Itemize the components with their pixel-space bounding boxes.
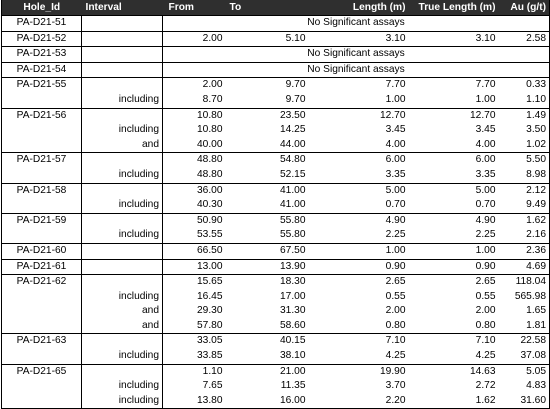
au-cell: 37.08 <box>520 350 546 362</box>
au-cell: 565.98 <box>514 290 546 302</box>
to-cell: 38.10 <box>280 350 306 362</box>
au-cell: 31.60 <box>520 394 546 406</box>
hole-id-cell <box>2 168 82 183</box>
true-length-cell: 4.90 <box>409 213 499 228</box>
table-row <box>2 62 550 78</box>
from-cell: 48.80 <box>197 168 223 180</box>
true-length-cell: 7.70 <box>409 78 499 93</box>
hole-id-cell <box>2 349 82 364</box>
true-length-cell: 6.00 <box>409 153 499 168</box>
hole-id-cell: PA-D21-54 <box>2 62 82 78</box>
table-row <box>2 394 550 409</box>
length-cell: 5.00 <box>309 183 409 198</box>
hole-id-cell: PA-D21-59 <box>2 213 82 228</box>
hole-id-cell <box>2 394 82 409</box>
table-row <box>2 364 550 379</box>
table-row <box>2 168 550 183</box>
interval-cell: including <box>82 93 163 108</box>
from-cell: 33.05 <box>163 334 226 349</box>
interval-cell <box>82 275 163 290</box>
table-row <box>2 47 550 63</box>
hole-id-cell <box>2 138 82 153</box>
to-cell: 14.25 <box>280 124 306 136</box>
from-cell: 16.45 <box>197 290 223 302</box>
table-row <box>2 16 550 32</box>
hole-id-cell <box>2 93 82 108</box>
table-row <box>2 319 550 334</box>
table-row <box>2 228 550 243</box>
table-row <box>2 334 550 349</box>
au-cell: 3.50 <box>526 124 546 136</box>
from-cell: 40.30 <box>197 199 223 211</box>
hole-id-cell: PA-D21-56 <box>2 108 82 123</box>
no-significant-assays-cell: No Significant assays <box>163 62 550 78</box>
hole-id-cell <box>2 304 82 319</box>
true-length-cell: 0.70 <box>475 199 496 211</box>
header-interval[interactable]: Interval <box>82 0 163 16</box>
to-cell: 52.15 <box>280 168 306 180</box>
to-cell: 55.80 <box>280 229 306 241</box>
to-cell: 23.50 <box>226 108 309 123</box>
true-length-cell: 3.35 <box>475 168 496 180</box>
interval-cell: including <box>82 228 163 243</box>
true-length-cell: 2.65 <box>409 275 499 290</box>
au-cell: 8.98 <box>526 168 546 180</box>
header-to[interactable]: To <box>226 0 309 16</box>
length-cell: 7.10 <box>309 334 409 349</box>
au-cell: 1.10 <box>526 93 546 105</box>
interval-cell: and <box>82 304 163 319</box>
to-cell: 9.70 <box>285 93 306 105</box>
table-row <box>2 275 550 290</box>
from-cell: 66.50 <box>163 243 226 259</box>
au-cell: 5.05 <box>499 364 550 379</box>
au-cell: 1.49 <box>499 108 550 123</box>
to-cell: 40.15 <box>226 334 309 349</box>
length-cell: 2.00 <box>385 305 406 317</box>
interval-cell <box>82 183 163 198</box>
interval-cell <box>82 62 163 78</box>
table-row <box>2 349 550 364</box>
hole-id-cell: PA-D21-55 <box>2 78 82 93</box>
true-length-cell: 12.70 <box>409 108 499 123</box>
hole-id-cell: PA-D21-60 <box>2 243 82 259</box>
assay-results-table <box>1 0 550 409</box>
true-length-cell: 3.10 <box>409 31 499 47</box>
table-row <box>2 108 550 123</box>
length-cell: 3.70 <box>385 380 406 392</box>
from-cell: 50.90 <box>163 213 226 228</box>
table-header <box>2 0 550 16</box>
hole-id-cell: PA-D21-51 <box>2 16 82 32</box>
interval-cell: including <box>82 394 163 409</box>
header-hole-id[interactable]: Hole_Id <box>2 0 82 16</box>
true-length-cell: 1.00 <box>475 93 496 105</box>
no-significant-assays-cell: No Significant assays <box>163 47 550 63</box>
interval-cell <box>82 31 163 47</box>
table-row <box>2 213 550 228</box>
from-cell: 10.80 <box>197 124 223 136</box>
au-cell: 2.12 <box>499 183 550 198</box>
from-cell: 53.55 <box>197 229 223 241</box>
interval-cell <box>82 243 163 259</box>
from-cell: 15.65 <box>163 275 226 290</box>
true-length-cell: 4.25 <box>475 350 496 362</box>
from-cell: 8.70 <box>202 93 223 105</box>
length-cell: 7.70 <box>309 78 409 93</box>
length-cell: 3.35 <box>385 168 406 180</box>
header-true-length[interactable]: True Length (m) <box>409 0 499 16</box>
table-row <box>2 259 550 275</box>
length-cell: 0.55 <box>385 290 406 302</box>
hole-id-cell <box>2 379 82 394</box>
length-cell: 2.20 <box>385 394 406 406</box>
table-row <box>2 379 550 394</box>
from-cell: 33.85 <box>197 350 223 362</box>
interval-cell: and <box>82 138 163 153</box>
true-length-cell: 1.00 <box>409 243 499 259</box>
length-cell: 19.90 <box>309 364 409 379</box>
table-row <box>2 183 550 198</box>
interval-cell <box>82 364 163 379</box>
true-length-cell: 14.63 <box>409 364 499 379</box>
interval-cell: including <box>82 290 163 305</box>
from-cell: 1.10 <box>163 364 226 379</box>
length-cell: 2.25 <box>385 229 406 241</box>
au-cell: 1.81 <box>526 319 546 331</box>
table-row <box>2 243 550 259</box>
from-cell: 48.80 <box>163 153 226 168</box>
table-row <box>2 304 550 319</box>
interval-cell <box>82 334 163 349</box>
to-cell: 17.00 <box>280 290 306 302</box>
table-row <box>2 290 550 305</box>
table-row <box>2 153 550 168</box>
true-length-cell: 5.00 <box>409 183 499 198</box>
from-cell: 13.00 <box>163 259 226 275</box>
true-length-cell: 7.10 <box>409 334 499 349</box>
hole-id-cell <box>2 319 82 334</box>
au-cell: 2.36 <box>499 243 550 259</box>
to-cell: 41.00 <box>226 183 309 198</box>
to-cell: 58.60 <box>280 319 306 331</box>
from-cell: 10.80 <box>163 108 226 123</box>
hole-id-cell: PA-D21-52 <box>2 31 82 47</box>
au-cell: 0.33 <box>499 78 550 93</box>
table-body <box>2 16 550 409</box>
from-cell: 36.00 <box>163 183 226 198</box>
to-cell: 67.50 <box>226 243 309 259</box>
interval-cell: including <box>82 349 163 364</box>
length-cell: 4.00 <box>385 138 406 150</box>
true-length-cell: 4.00 <box>475 138 496 150</box>
table-row <box>2 123 550 138</box>
to-cell: 18.30 <box>226 275 309 290</box>
interval-cell <box>82 108 163 123</box>
from-cell: 40.00 <box>197 138 223 150</box>
table-row <box>2 138 550 153</box>
hole-id-cell: PA-D21-65 <box>2 364 82 379</box>
length-cell: 3.10 <box>309 31 409 47</box>
hole-id-cell: PA-D21-61 <box>2 259 82 275</box>
au-cell: 2.58 <box>499 31 550 47</box>
true-length-cell: 0.90 <box>409 259 499 275</box>
length-cell: 3.45 <box>385 124 406 136</box>
length-cell: 6.00 <box>309 153 409 168</box>
interval-cell <box>82 47 163 63</box>
to-cell: 54.80 <box>226 153 309 168</box>
true-length-cell: 1.62 <box>475 394 496 406</box>
table-row <box>2 31 550 47</box>
hole-id-cell <box>2 228 82 243</box>
interval-cell <box>82 78 163 93</box>
true-length-cell: 0.80 <box>475 319 496 331</box>
interval-cell <box>82 153 163 168</box>
to-cell: 9.70 <box>226 78 309 93</box>
true-length-cell: 3.45 <box>475 124 496 136</box>
to-cell: 11.35 <box>280 380 306 392</box>
to-cell: 13.90 <box>226 259 309 275</box>
header-length[interactable]: Length (m) <box>309 0 409 16</box>
no-significant-assays-cell: No Significant assays <box>163 16 550 32</box>
true-length-cell: 2.25 <box>475 229 496 241</box>
length-cell: 0.90 <box>309 259 409 275</box>
table-row <box>2 198 550 213</box>
to-cell: 16.00 <box>280 394 306 406</box>
interval-cell <box>82 259 163 275</box>
au-cell: 4.83 <box>526 380 546 392</box>
length-cell: 0.80 <box>385 319 406 331</box>
true-length-cell: 2.00 <box>475 305 496 317</box>
hole-id-cell <box>2 123 82 138</box>
interval-cell: including <box>82 123 163 138</box>
hole-id-cell: PA-D21-63 <box>2 334 82 349</box>
table-row <box>2 78 550 93</box>
from-cell: 7.65 <box>202 380 223 392</box>
true-length-cell: 2.72 <box>475 380 496 392</box>
to-cell: 55.80 <box>226 213 309 228</box>
header-from[interactable]: From <box>163 0 226 16</box>
header-au[interactable]: Au (g/t) <box>499 0 550 16</box>
from-cell: 13.80 <box>197 394 223 406</box>
to-cell: 41.00 <box>280 199 306 211</box>
au-cell: 118.04 <box>499 275 550 290</box>
au-cell: 2.16 <box>526 229 546 241</box>
au-cell: 22.58 <box>499 334 550 349</box>
hole-id-cell: PA-D21-53 <box>2 47 82 63</box>
au-cell: 1.02 <box>526 138 546 150</box>
from-cell: 29.30 <box>197 305 223 317</box>
interval-cell: including <box>82 168 163 183</box>
table-row <box>2 93 550 108</box>
true-length-cell: 0.55 <box>475 290 496 302</box>
length-cell: 12.70 <box>309 108 409 123</box>
length-cell: 1.00 <box>385 93 406 105</box>
hole-id-cell <box>2 290 82 305</box>
to-cell: 21.00 <box>226 364 309 379</box>
length-cell: 1.00 <box>309 243 409 259</box>
au-cell: 4.69 <box>499 259 550 275</box>
length-cell: 2.65 <box>309 275 409 290</box>
to-cell: 31.30 <box>280 305 306 317</box>
interval-cell: and <box>82 319 163 334</box>
from-cell: 2.00 <box>163 31 226 47</box>
hole-id-cell: PA-D21-62 <box>2 275 82 290</box>
header-row <box>2 0 550 16</box>
interval-cell: including <box>82 379 163 394</box>
hole-id-cell <box>2 198 82 213</box>
to-cell: 44.00 <box>280 138 306 150</box>
hole-id-cell: PA-D21-57 <box>2 153 82 168</box>
length-cell: 4.90 <box>309 213 409 228</box>
interval-cell <box>82 16 163 32</box>
from-cell: 2.00 <box>163 78 226 93</box>
interval-cell: including <box>82 198 163 213</box>
length-cell: 0.70 <box>385 199 406 211</box>
au-cell: 1.62 <box>499 213 550 228</box>
from-cell: 57.80 <box>197 319 223 331</box>
interval-cell <box>82 213 163 228</box>
to-cell: 5.10 <box>226 31 309 47</box>
au-cell: 5.50 <box>499 153 550 168</box>
au-cell: 1.65 <box>526 305 546 317</box>
length-cell: 4.25 <box>385 350 406 362</box>
hole-id-cell: PA-D21-58 <box>2 183 82 198</box>
au-cell: 9.49 <box>526 199 546 211</box>
